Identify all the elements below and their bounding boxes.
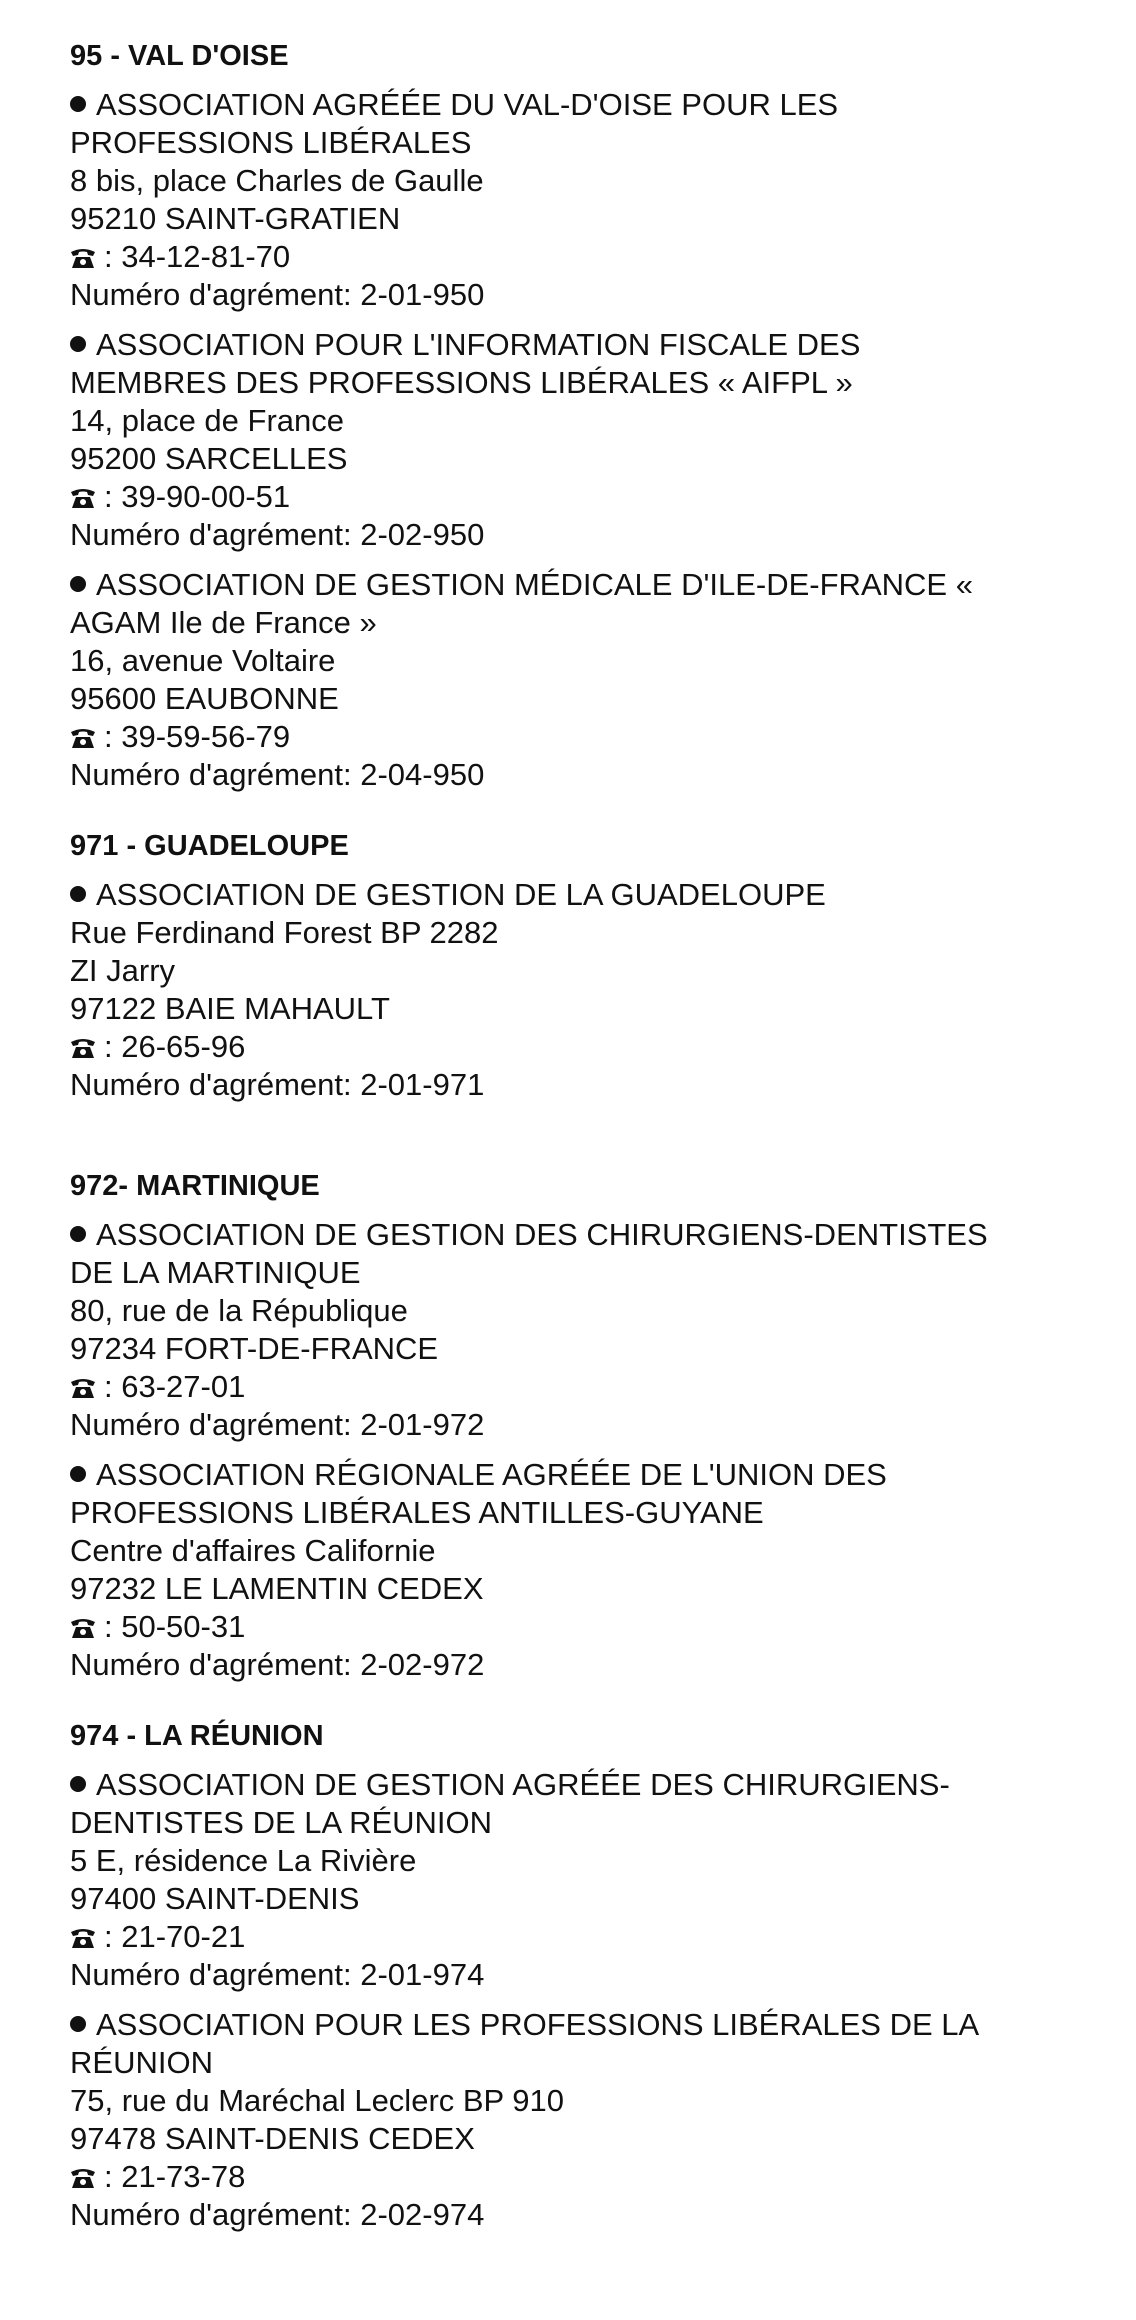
entry-name: ASSOCIATION DE GESTION DES CHIRURGIENS-DENTISTES DE LA MARTINIQUE: [70, 1217, 988, 1290]
entry-name-line: [70, 566, 1000, 642]
entry-phone: : 39-59-56-79: [104, 719, 291, 754]
directory-entry: [70, 1766, 1070, 1994]
entry-address-line: 8 bis, place Charles de Gaulle: [70, 163, 484, 198]
bullet-icon: [70, 1466, 86, 1482]
directory-entry: [70, 1456, 1070, 1684]
entry-agrement: Numéro d'agrément: 2-01-972: [70, 1407, 485, 1442]
telephone-icon: [70, 1377, 96, 1399]
bullet-icon: [70, 2016, 86, 2032]
bullet-icon: [70, 336, 86, 352]
bullet-icon: [70, 96, 86, 112]
entry-address-line: 97234 FORT-DE-FRANCE: [70, 1331, 439, 1366]
entry-phone: : 21-73-78: [104, 2159, 246, 2194]
entry-name: ASSOCIATION RÉGIONALE AGRÉÉE DE L'UNION DES PROFESSIONS LIBÉRALES ANTILLES-GUYANE: [70, 1457, 887, 1530]
bullet-icon: [70, 576, 86, 592]
entry-name-line: [70, 2006, 1000, 2082]
section-title: 95 - VAL D'OISE: [70, 40, 289, 72]
entry-name-line: [70, 1766, 1000, 1842]
bullet-icon: [70, 886, 86, 902]
entry-address-line: 5 E, résidence La Rivière: [70, 1843, 417, 1878]
telephone-icon: [70, 727, 96, 749]
directory-entry: [70, 326, 1070, 554]
entry-address-line: Centre d'affaires Californie: [70, 1533, 436, 1568]
telephone-icon: [70, 1927, 96, 1949]
directory-entry: [70, 1216, 1070, 1444]
telephone-icon: [70, 2167, 96, 2189]
entry-agrement: Numéro d'agrément: 2-02-950: [70, 517, 485, 552]
entry-address-line: 97232 LE LAMENTIN CEDEX: [70, 1571, 484, 1606]
telephone-icon: [70, 487, 96, 509]
directory-entry: [70, 86, 1070, 314]
entry-name-line: [70, 1216, 1000, 1292]
section-title: 971 - GUADELOUPE: [70, 830, 349, 862]
entry-phone-line: [70, 1368, 1070, 1406]
entry-address-line: 95600 EAUBONNE: [70, 681, 339, 716]
entry-agrement: Numéro d'agrément: 2-02-972: [70, 1647, 485, 1682]
entry-phone: : 63-27-01: [104, 1369, 246, 1404]
directory-page: [70, 36, 1070, 2246]
entry-phone-line: [70, 2158, 1070, 2196]
telephone-icon: [70, 247, 96, 269]
entry-phone-line: [70, 1918, 1070, 1956]
entry-phone: : 26-65-96: [104, 1029, 246, 1064]
entry-name-line: [70, 326, 1000, 402]
entry-phone: : 50-50-31: [104, 1609, 246, 1644]
entry-name: ASSOCIATION POUR LES PROFESSIONS LIBÉRALES DE LA RÉUNION: [70, 2007, 978, 2080]
telephone-icon: [70, 1037, 96, 1059]
entry-address-line: ZI Jarry: [70, 953, 176, 988]
entry-name: ASSOCIATION DE GESTION AGRÉÉE DES CHIRURGIENS-DENTISTES DE LA RÉUNION: [70, 1767, 950, 1840]
entry-name-line: [70, 876, 1000, 914]
section: [70, 1166, 1070, 1684]
entry-phone: : 39-90-00-51: [104, 479, 291, 514]
entry-address-line: 97478 SAINT-DENIS CEDEX: [70, 2121, 475, 2156]
entry-address-line: 95210 SAINT-GRATIEN: [70, 201, 401, 236]
entry-phone: : 34-12-81-70: [104, 239, 291, 274]
section: [70, 826, 1070, 1104]
entry-agrement: Numéro d'agrément: 2-01-974: [70, 1957, 485, 1992]
entry-name: ASSOCIATION AGRÉÉE DU VAL-D'OISE POUR LES PROFESSIONS LIBÉRALES: [70, 87, 839, 160]
bullet-icon: [70, 1226, 86, 1242]
directory-entry: [70, 566, 1070, 794]
entry-address-line: 14, place de France: [70, 403, 345, 438]
entry-address-line: 95200 SARCELLES: [70, 441, 348, 476]
entry-name: ASSOCIATION POUR L'INFORMATION FISCALE DES MEMBRES DES PROFESSIONS LIBÉRALES « AIFPL »: [70, 327, 861, 400]
entry-address-line: 75, rue du Maréchal Leclerc BP 910: [70, 2083, 565, 2118]
telephone-icon: [70, 1617, 96, 1639]
entry-phone-line: [70, 1608, 1070, 1646]
entry-name: ASSOCIATION DE GESTION DE LA GUADELOUPE: [96, 877, 826, 912]
section: [70, 36, 1070, 794]
section-title: 972- MARTINIQUE: [70, 1170, 320, 1202]
entry-agrement: Numéro d'agrément: 2-01-950: [70, 277, 485, 312]
entry-phone-line: [70, 478, 1070, 516]
section: [70, 1716, 1070, 2234]
entry-address-line: 97400 SAINT-DENIS: [70, 1881, 360, 1916]
entry-name-line: [70, 1456, 1000, 1532]
section-title: 974 - LA RÉUNION: [70, 1720, 324, 1752]
entry-phone-line: [70, 718, 1070, 756]
entry-agrement: Numéro d'agrément: 2-04-950: [70, 757, 485, 792]
entry-address-line: Rue Ferdinand Forest BP 2282: [70, 915, 499, 950]
entry-phone-line: [70, 238, 1070, 276]
entry-address-line: 80, rue de la République: [70, 1293, 408, 1328]
entry-address-line: 97122 BAIE MAHAULT: [70, 991, 390, 1026]
entry-address-line: 16, avenue Voltaire: [70, 643, 336, 678]
entry-name-line: [70, 86, 1000, 162]
entry-agrement: Numéro d'agrément: 2-01-971: [70, 1067, 485, 1102]
bullet-icon: [70, 1776, 86, 1792]
entry-agrement: Numéro d'agrément: 2-02-974: [70, 2197, 485, 2232]
directory-entry: [70, 876, 1070, 1104]
entry-phone: : 21-70-21: [104, 1919, 246, 1954]
entry-name: ASSOCIATION DE GESTION MÉDICALE D'ILE-DE-FRANCE « AGAM Ile de France »: [70, 567, 973, 640]
entry-phone-line: [70, 1028, 1070, 1066]
directory-entry: [70, 2006, 1070, 2234]
